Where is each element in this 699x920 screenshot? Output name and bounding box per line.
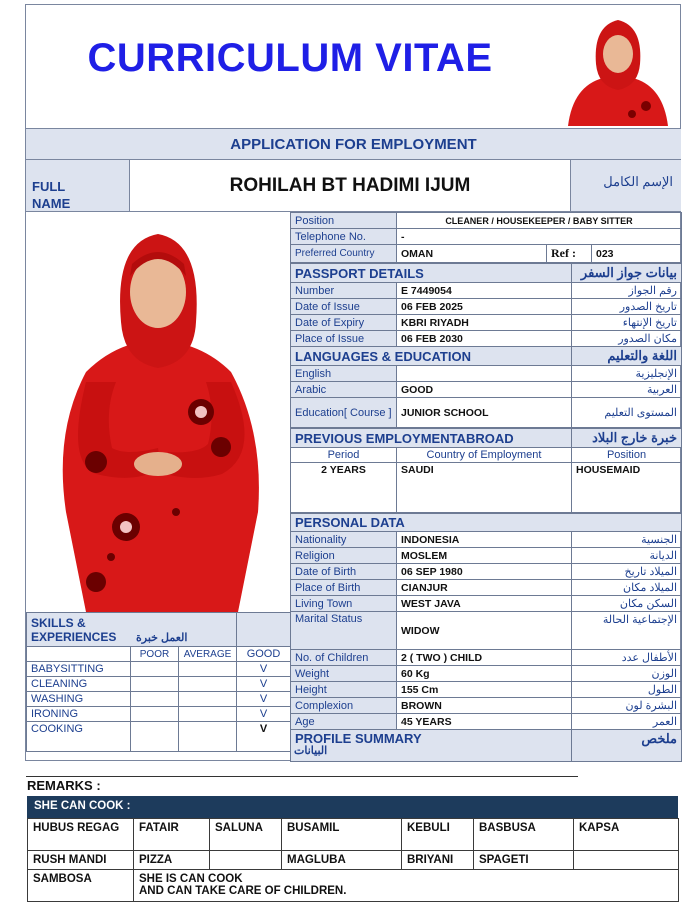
- personal-row-value: 60 Kg: [397, 666, 572, 682]
- skills-table: [26, 612, 291, 752]
- skills-header-good: GOOD: [237, 647, 291, 662]
- passport-row-label: Number: [291, 283, 397, 299]
- language-row-label: English: [291, 366, 397, 382]
- previous-header-position: Position: [572, 448, 682, 463]
- skills-title-cell: [27, 613, 237, 647]
- personal-row-ar: الإجتماعية الحالة: [572, 612, 682, 650]
- personal-row-label: Nationality: [291, 532, 397, 548]
- banner-text: APPLICATION FOR EMPLOYMENT: [230, 136, 477, 153]
- language-row-value: GOOD: [397, 382, 572, 398]
- telephone-value: -: [397, 229, 682, 245]
- languages-title: LANGUAGES & EDUCATION: [291, 347, 572, 366]
- dish-item: BASBUSA: [474, 819, 574, 851]
- previous-position: HOUSEMAID: [572, 463, 682, 513]
- skill-good-mark: V: [237, 677, 291, 692]
- personal-data-table: [290, 513, 682, 762]
- dish-item: MAGLUBA: [282, 851, 402, 870]
- personal-row-ar: الميلاد تاريخ: [572, 564, 682, 580]
- skill-good-mark: V: [237, 722, 291, 752]
- passport-title: PASSPORT DETAILS: [291, 264, 572, 283]
- passport-row-value: 06 FEB 2025: [397, 299, 572, 315]
- skill-name: COOKING: [27, 722, 131, 752]
- previous-country: SAUDI: [397, 463, 572, 513]
- dish-item: SAMBOSA: [28, 870, 134, 902]
- skill-name: CLEANING: [27, 677, 131, 692]
- remarks-note-line1: SHE IS CAN COOK: [139, 873, 243, 885]
- dish-item: BRIYANI: [402, 851, 474, 870]
- personal-row-label: No. of Children: [291, 650, 397, 666]
- previous-header-country: Country of Employment: [397, 448, 572, 463]
- position-value: CLEANER / HOUSEKEEPER / BABY SITTER: [397, 213, 682, 229]
- passport-row-value: KBRI RIYADH: [397, 315, 572, 331]
- job-table: [290, 212, 682, 263]
- personal-row-ar: الأطفال عدد: [572, 650, 682, 666]
- remarks-box: [27, 796, 678, 902]
- dish-item: PIZZA: [134, 851, 210, 870]
- profile-summary-title: PROFILE SUMMARY: [291, 730, 572, 762]
- application-banner: [26, 128, 681, 160]
- personal-row-value: WIDOW: [397, 612, 572, 650]
- passport-row-ar: مكان الصدور: [572, 331, 682, 347]
- country-label: Preferred Country: [291, 245, 397, 263]
- skill-good-mark: V: [237, 692, 291, 707]
- full-name-label: FULL NAME: [32, 179, 71, 211]
- language-row-ar: الإنجليزية: [572, 366, 682, 382]
- remarks-line: [26, 776, 578, 777]
- personal-row-ar: العمر: [572, 714, 682, 730]
- personal-title: PERSONAL DATA: [291, 514, 682, 532]
- skills-header-poor: POOR: [131, 647, 179, 662]
- previous-title: PREVIOUS EMPLOYMENTABROAD: [291, 429, 572, 448]
- personal-row-value: CIANJUR: [397, 580, 572, 596]
- skill-name: IRONING: [27, 707, 131, 722]
- personal-row-label: Living Town: [291, 596, 397, 612]
- personal-row-ar: البشرة لون: [572, 698, 682, 714]
- personal-row-value: INDONESIA: [397, 532, 572, 548]
- personal-row-ar: الجنسية: [572, 532, 682, 548]
- country-value: OMAN: [397, 245, 547, 263]
- personal-row-ar: الميلاد مكان: [572, 580, 682, 596]
- dish-item: FATAIR: [134, 819, 210, 851]
- personal-row-label: Place of Birth: [291, 580, 397, 596]
- telephone-label: Telephone No.: [291, 229, 397, 245]
- personal-row-value: 2 ( TWO ) CHILD: [397, 650, 572, 666]
- skills-empty: [237, 613, 291, 647]
- skill-name: WASHING: [27, 692, 131, 707]
- profile-summary-ar2: البيانات: [294, 745, 328, 757]
- language-row-label: Education[ Course ]: [291, 398, 397, 428]
- remarks-note-line2: AND CAN TAKE CARE OF CHILDREN.: [139, 885, 347, 897]
- previous-employment-table: [290, 428, 682, 513]
- skill-good-mark: V: [237, 662, 291, 677]
- dish-item: KAPSA: [574, 819, 679, 851]
- skills-title: SKILLS & EXPERIENCES: [31, 615, 117, 644]
- skill-good-mark: V: [237, 707, 291, 722]
- personal-row-ar: السكن مكان: [572, 596, 682, 612]
- position-label: Position: [291, 213, 397, 229]
- skills-header-blank: [27, 647, 131, 662]
- profile-summary-ar: ملخص: [572, 730, 682, 762]
- personal-row-label: Age: [291, 714, 397, 730]
- dish-item: SALUNA: [210, 819, 282, 851]
- dish-item: RUSH MANDI: [28, 851, 134, 870]
- passport-row-value: E 7449054: [397, 283, 572, 299]
- passport-row-label: Date of Issue: [291, 299, 397, 315]
- personal-row-value: 06 SEP 1980: [397, 564, 572, 580]
- language-row-value: [397, 366, 572, 382]
- personal-row-label: Date of Birth: [291, 564, 397, 580]
- dish-item: SPAGETI: [474, 851, 574, 870]
- personal-row-value: 45 YEARS: [397, 714, 572, 730]
- right-column: [290, 212, 681, 762]
- passport-table: [290, 263, 682, 428]
- personal-row-ar: الطول: [572, 682, 682, 698]
- dish-item: BUSAMIL: [282, 819, 402, 851]
- personal-row-label: Marital Status: [291, 612, 397, 650]
- personal-row-value: 155 Cm: [397, 682, 572, 698]
- language-row-ar: العربية: [572, 382, 682, 398]
- language-row-label: Arabic: [291, 382, 397, 398]
- languages-title-ar: اللغة والتعليم: [572, 347, 682, 366]
- previous-period: 2 YEARS: [291, 463, 397, 513]
- profile-photo-small: [558, 6, 678, 126]
- passport-row-label: Place of Issue: [291, 331, 397, 347]
- personal-row-ar: الوزن: [572, 666, 682, 682]
- passport-row-ar: رقم الجواز: [572, 283, 682, 299]
- personal-row-value: WEST JAVA: [397, 596, 572, 612]
- passport-row-ar: تاريخ الإنتهاء: [572, 315, 682, 331]
- language-row-ar: المستوى التعليم: [572, 398, 682, 428]
- full-name-arabic: الإسم الكامل: [570, 160, 681, 212]
- ref-value: 023: [592, 245, 682, 263]
- cook-header: SHE CAN COOK :: [27, 796, 678, 818]
- cook-table: [27, 818, 679, 902]
- language-row-value: JUNIOR SCHOOL: [397, 398, 572, 428]
- ref-label: Ref :: [547, 245, 592, 263]
- previous-title-ar: خبرة خارج البلاد: [572, 429, 682, 448]
- personal-row-value: MOSLEM: [397, 548, 572, 564]
- profile-photo-large: [26, 212, 290, 612]
- dish-item: HUBUS REGAG: [28, 819, 134, 851]
- previous-header-period: Period: [291, 448, 397, 463]
- skill-name: BABYSITTING: [27, 662, 131, 677]
- dish-item: [574, 851, 679, 870]
- page-title: CURRICULUM VITAE: [87, 36, 493, 80]
- passport-row-value: 06 FEB 2030: [397, 331, 572, 347]
- personal-row-label: Religion: [291, 548, 397, 564]
- skills-title-ar: العمل خبرة: [136, 631, 188, 644]
- remarks-label: REMARKS :: [27, 778, 101, 793]
- personal-row-label: Weight: [291, 666, 397, 682]
- passport-row-ar: تاريخ الصدور: [572, 299, 682, 315]
- passport-row-label: Date of Expiry: [291, 315, 397, 331]
- skills-header-average: AVERAGE: [179, 647, 237, 662]
- passport-title-ar: بيانات جواز السفر: [572, 264, 682, 283]
- personal-row-value: BROWN: [397, 698, 572, 714]
- skills-section: [26, 612, 290, 752]
- personal-row-label: Complexion: [291, 698, 397, 714]
- full-name-label-cell: [26, 160, 130, 212]
- full-name-value: ROHILAH BT HADIMI IJUM: [130, 160, 570, 212]
- personal-row-label: Height: [291, 682, 397, 698]
- dish-item: [210, 851, 282, 870]
- remarks-note: [134, 870, 679, 902]
- personal-row-ar: الديانة: [572, 548, 682, 564]
- dish-item: KEBULI: [402, 819, 474, 851]
